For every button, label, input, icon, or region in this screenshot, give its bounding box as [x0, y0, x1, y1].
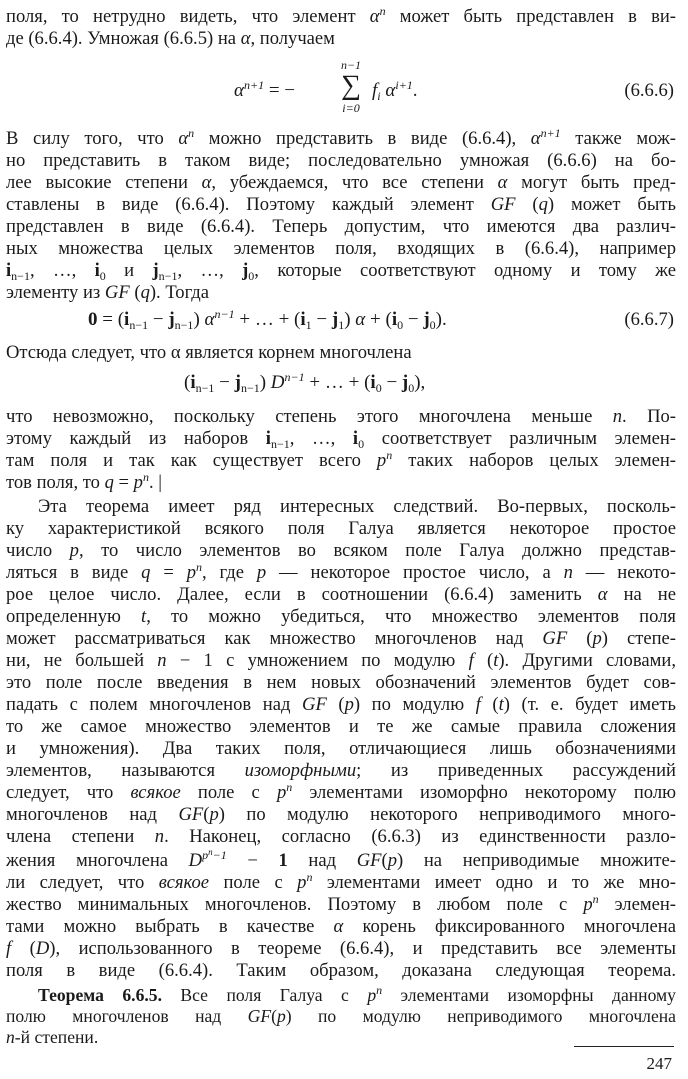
text-line: определенную t, то можно убедиться, что множество элементов поля: [6, 606, 676, 627]
text-line: падать с полем многочленов над GF (p) по модулю f (t) (т. е. будет иметь: [6, 694, 677, 715]
page-number: 247: [646, 1054, 672, 1073]
theorem-statement: Теорема 6.6.5. Все поля Галуа с $p^n$ элементами изоморфны данному: [38, 983, 676, 1005]
text-line: то же самое множество элементов и те же самые правила сложения: [6, 716, 676, 737]
text-line: ку характеристикой всякого поля Галуа является некоторое простое: [6, 518, 676, 539]
text-line: В силу того, что $\alpha^n$ можно представить в виде (6.6.4), $\alpha^{n+1}$ также мож-: [6, 126, 676, 149]
text-line: члена степени n. Наконец, согласно (6.6.3) из единственности разло-: [6, 826, 676, 847]
equation-6-6-6-body: $f_i$ $\alpha^{i+1}$.: [372, 78, 418, 103]
text-line: но представить в таком виде; последовательно умножая (6.6.6) на бо-: [6, 150, 676, 171]
equation-number: (6.6.6): [624, 80, 674, 101]
text-line: Отсюда следует, что α является корнем многочлена: [6, 342, 412, 363]
text-line: число p, то число элементов во всяком поле Галуа должно представ-: [6, 540, 676, 561]
equation-6-6-7: $0 = (i_{n-1} - j_{n-1}) \alpha^{n-1}$ + … + $(i_1 - j_1) \alpha + (i_0 - j_0)$.: [88, 307, 447, 332]
sum-sign: ∑: [341, 70, 361, 101]
sum-upper-limit: n−1: [340, 58, 362, 72]
book-page: [6, 0, 676, 1079]
text-line: ни, не большей n − 1 с умножением по модулю f (t). Другими словами,: [6, 650, 676, 671]
text-line: Эта теорема имеет ряд интересных следствий. Во-первых, посколь-: [38, 496, 676, 517]
text-line: тами можно выбрать в качестве α корень фиксированного многочлена: [6, 916, 676, 937]
text-line: этому каждый из наборов $i_{n-1}$, …, $i_0$ соответствует различным элемен-: [6, 428, 676, 451]
text-line: жения многочлена $D^{p^n-1} - 1$ над GF(p) на неприводимые множите-: [6, 847, 676, 871]
text-line: де (6.6.4). Умножая (6.6.5) на α, получаем: [6, 28, 335, 49]
text-line: ли следует, что всякое поле с $p^n$ элементами имеет одно и то же мно-: [6, 870, 676, 893]
equation-number: (6.6.7): [624, 309, 674, 330]
text-line: ных множества целых элементов поля, входящих в (6.6.4), например: [6, 238, 676, 259]
text-line: рое целое число. Далее, если в соотношении (6.6.4) заменить α на не: [6, 584, 676, 605]
text-line: f (D), использованного в теореме (6.6.4), и представить все элементы: [6, 938, 676, 959]
polynomial-expression: $(i_{n-1} - j_{n-1}) D^{n-1}$ + … + $(i_0 - j_0)$,: [184, 370, 426, 395]
theorem-line: полю многочленов над GF(p) по модулю неприводимого многочлена: [6, 1006, 676, 1026]
text-line: ставлены в виде (6.6.4). Поэтому каждый элемент GF (q) может быть: [6, 194, 676, 215]
text-line: элементу из GF (q). Тогда: [6, 282, 210, 303]
text-line: жество минимальных многочленов. Поэтому в любом поле с $p^n$ элемен-: [6, 892, 676, 915]
footer-rule: [574, 1046, 674, 1047]
text-line: ляться в виде $q = p^n$, где p — некоторое простое число, а n — некото-: [6, 560, 676, 583]
text-line: и умножения). Два таких поля, отличающиеся лишь обозначениями: [6, 738, 676, 759]
text-line: многочленов над GF(p) по модулю некоторого неприводимого много-: [6, 804, 676, 825]
text-line: это поле после введения в нем новых обозначений элементов будет сов-: [6, 672, 676, 693]
text-line: представлен в виде (6.6.4). Теперь допустим, что имеются два различ-: [6, 216, 676, 237]
text-line: тов поля, то $q = p^n$. |: [6, 470, 162, 493]
sum-lower-limit: i=0: [342, 101, 360, 115]
text-line: что невозможно, поскольку степень этого многочлена меньше n. По-: [6, 406, 677, 427]
text-line: лее высокие степени α, убеждаемся, что все степени α могут быть пред-: [6, 172, 676, 193]
text-line: поля в виде (6.6.4). Таким образом, доказана следующая теорема.: [6, 960, 676, 981]
text-line: там поля и так как существует всего $p^n$ таких наборов целых элемен-: [6, 448, 676, 471]
text-line: элементов, называются изоморфными; из приведенных рассуждений: [6, 760, 676, 781]
text-line: следует, что всякое поле с $p^n$ элементами изоморфно некоторому полю: [6, 780, 677, 803]
text-line: может рассматриваться как множество многочленов над GF (p) степе-: [6, 628, 676, 649]
theorem-label: Теорема 6.6.5.: [38, 985, 162, 1005]
theorem-line: n-й степени.: [6, 1027, 99, 1047]
text-line: поля, то нетрудно видеть, что элемент $\alpha^n$ может быть представлен в ви-: [6, 4, 676, 27]
text-line: $i_{n-1}$, …, $i_0$ и $j_{n-1}$, …, $j_0$, которые соответствуют одному и тому же: [6, 260, 677, 283]
equation-6-6-6: $\alpha^{n+1}$ = −: [234, 78, 296, 101]
